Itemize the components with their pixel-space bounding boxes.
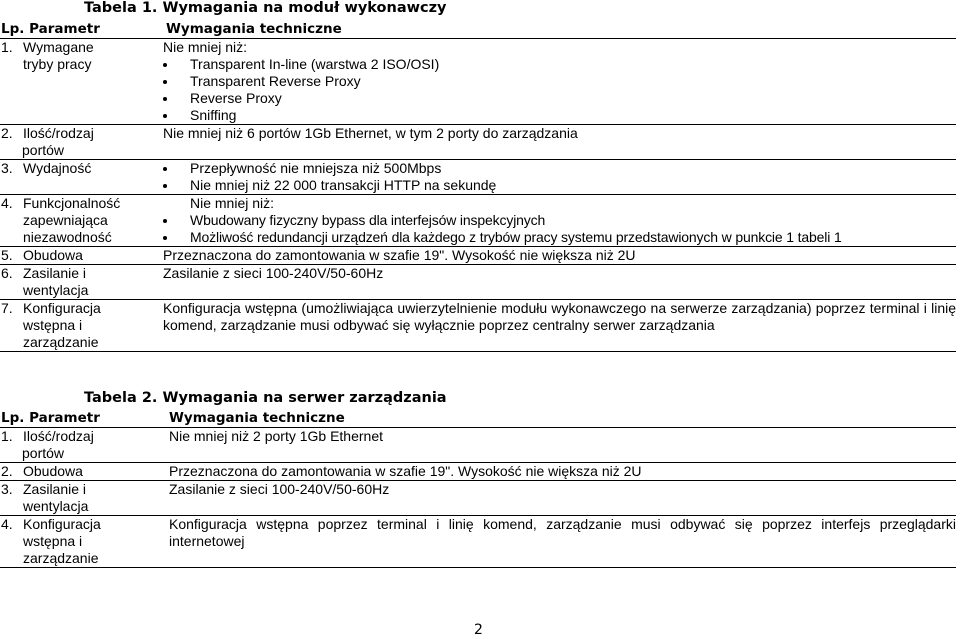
header-requirements: Wymagania techniczne <box>169 410 345 426</box>
table-row <box>0 516 956 568</box>
table-row <box>0 247 956 265</box>
param-cell: 6. Zasilanie i wentylacja <box>1 265 89 298</box>
table-row <box>0 481 956 516</box>
requirement-cell: Zasilanie z sieci 100-240V/50-60Hz <box>169 481 390 497</box>
table1 <box>0 21 956 352</box>
param-cell-continuation: portów <box>22 445 65 461</box>
table1-header-row <box>0 21 956 39</box>
table-row <box>0 428 956 446</box>
header-lp-param: Lp. Parametr <box>1 410 100 426</box>
param-cell: 5. Obudowa <box>1 247 83 263</box>
param-cell: 3. Zasilanie i wentylacja <box>1 481 89 514</box>
param-cell: 1. Ilość/rodzaj <box>1 428 94 444</box>
table-row <box>0 300 956 352</box>
requirement-cell: Nie mniej niż: Wbudowany fizyczny bypass dla interfejsów inspekcyjnych Możliwość redundancji urządzeń dla każdego z trybów pracy systemu przedstawionych w punkcie 1 tabeli 1 <box>162 195 956 247</box>
table-row <box>0 195 956 247</box>
bullet-list <box>163 160 956 194</box>
list-item: Możliwość redundancji urządzeń dla każdego z trybów pracy systemu przedstawionych w punkcie 1 tabeli 1 <box>163 229 956 246</box>
table-row <box>0 160 956 195</box>
table-row-continuation <box>0 142 956 160</box>
table-row <box>0 39 956 125</box>
requirement-cell: Zasilanie z sieci 100-240V/50-60Hz <box>163 265 384 281</box>
list-item: Reverse Proxy <box>163 90 956 107</box>
table-row <box>0 265 956 300</box>
requirement-cell: Konfiguracja wstępna (umożliwiająca uwierzytelnienie modułu wykonawczego na serwerze zarządzania) poprzez terminal i linię komend, zarządzanie musi odbywać się wyłącznie poprzez centralny serwer zarządzania <box>163 300 956 333</box>
param-cell: 4. Funkcjonalność zapewniająca niezawodność <box>1 195 121 245</box>
list-item: Sniffing <box>163 107 956 124</box>
list-item: Nie mniej niż 22 000 transakcji HTTP na sekundę <box>163 177 956 194</box>
param-cell: 7. Konfiguracja wstępna i zarządzanie <box>1 300 101 350</box>
requirement-cell <box>162 160 956 195</box>
requirement-cell: Przeznaczona do zamontowania w szafie 19". Wysokość nie większa niż 2U <box>163 247 636 263</box>
header-lp-param: Lp. Parametr <box>1 21 100 37</box>
header-requirements: Wymagania techniczne <box>166 21 342 37</box>
requirement-cell: Nie mniej niż 6 portów 1Gb Ethernet, w tym 2 porty do zarządzania <box>163 125 578 141</box>
bullet-list <box>163 56 956 124</box>
table-row-continuation <box>0 445 956 463</box>
list-item: Transparent In-line (warstwa 2 ISO/OSI) <box>163 56 956 73</box>
requirement-cell: Nie mniej niż: Transparent In-line (warstwa 2 ISO/OSI) Transparent Reverse Proxy Reverse Proxy Sniffing <box>162 39 956 125</box>
param-cell: 4. Konfiguracja wstępna i zarządzanie <box>1 516 101 566</box>
table-row <box>0 125 956 143</box>
bullet-list <box>163 212 956 246</box>
table2-header-row <box>0 410 956 428</box>
list-item: Przepływność nie mniejsza niż 500Mbps <box>163 160 956 177</box>
requirement-cell: Nie mniej niż 2 porty 1Gb Ethernet <box>169 428 383 444</box>
param-cell: 2. Obudowa <box>1 463 83 479</box>
table2-caption: Tabela 2. Wymagania na serwer zarządzania <box>84 390 447 406</box>
table2 <box>0 410 956 568</box>
table1-caption: Tabela 1. Wymagania na moduł wykonawczy <box>84 0 447 16</box>
param-cell: 3. Wydajność <box>1 160 92 176</box>
param-cell: 1. Wymagane tryby pracy <box>1 39 94 72</box>
param-cell-continuation: portów <box>22 142 65 158</box>
list-item: Wbudowany fizyczny bypass dla interfejsów inspekcyjnych <box>163 212 956 229</box>
param-cell: 2. Ilość/rodzaj <box>1 125 94 141</box>
requirement-cell: Konfiguracja wstępna poprzez terminal i linię komend, zarządzanie musi odbywać się poprzez interfejs przeglądarki internetowej <box>169 516 956 549</box>
requirement-cell: Przeznaczona do zamontowania w szafie 19". Wysokość nie większa niż 2U <box>169 463 642 479</box>
page-number: 2 <box>474 622 483 638</box>
table-row <box>0 463 956 481</box>
list-item: Transparent Reverse Proxy <box>163 73 956 90</box>
